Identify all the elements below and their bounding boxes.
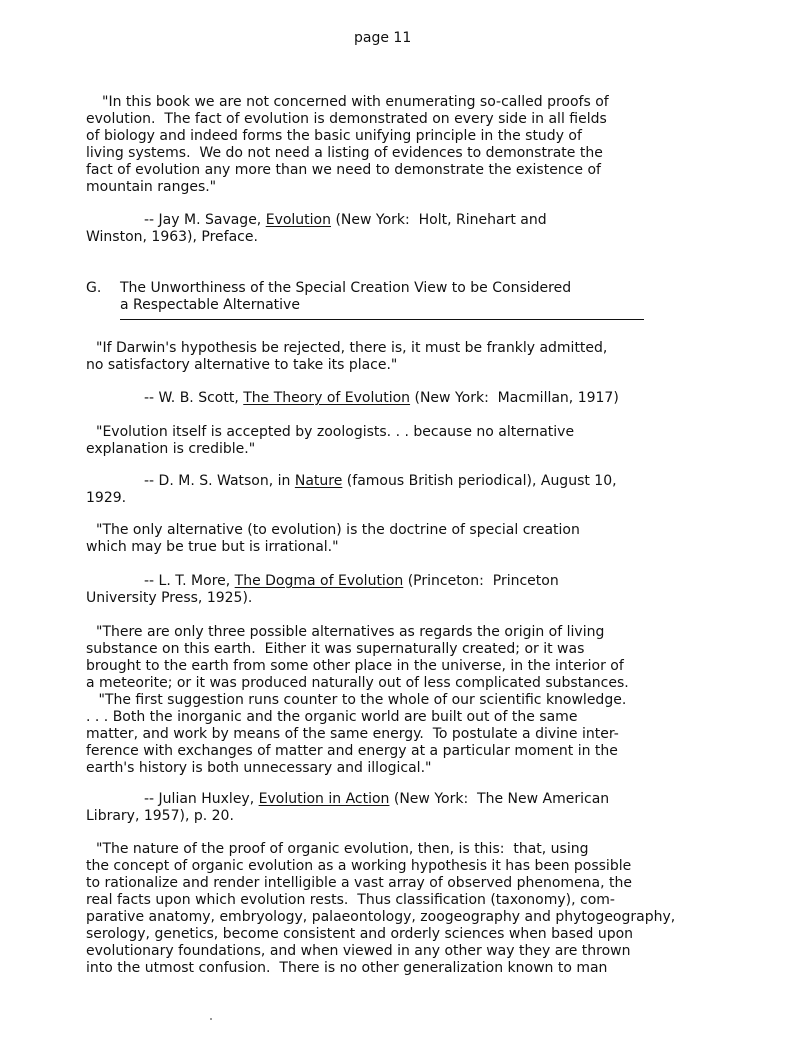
quote-line: substance on this earth. Either it was supernaturally created; or it was	[86, 641, 585, 657]
quote-line: "In this book we are not concerned with enumerating so-called proofs of	[102, 94, 609, 110]
quote-line: to rationalize and render intelligible a vast array of observed phenomena, the	[86, 875, 632, 891]
quote-darwin-hypothesis	[86, 340, 746, 374]
quote-line: . . . Both the inorganic and the organic world are built out of the same	[86, 709, 578, 725]
section-underline	[120, 319, 644, 320]
citation-author: -- L. T. More,	[144, 573, 235, 589]
quote-line: "The only alternative (to evolution) is the doctrine of special creation	[96, 522, 580, 538]
citation-title: Evolution	[265, 212, 331, 228]
section-heading	[86, 280, 746, 314]
citation-more	[86, 573, 746, 607]
quote-line: mountain ranges."	[86, 179, 217, 195]
citation-title: Nature	[294, 473, 343, 489]
quote-line: parative anatomy, embryology, palaeontology, zoogeography and phytogeography,	[86, 909, 676, 925]
citation-line: Library, 1957), p. 20.	[86, 808, 234, 824]
quote-huxley	[86, 624, 746, 777]
citation-details: (Princeton: Princeton	[403, 573, 559, 589]
citation-details: (famous British periodical), August 10,	[342, 473, 617, 489]
citation-line: Winston, 1963), Preface.	[86, 229, 258, 245]
page-number: page 11	[354, 30, 412, 46]
citation-details: (New York: The New American	[389, 791, 610, 807]
quote-line: "The nature of the proof of organic evolution, then, is this: that, using	[96, 841, 589, 857]
quote-watson	[86, 424, 746, 458]
scan-speck	[210, 1018, 212, 1020]
citation-scott	[86, 390, 746, 407]
quote-line: of biology and indeed forms the basic unifying principle in the study of	[86, 128, 582, 144]
quote-line: a meteorite; or it was produced naturally out of less complicated substances.	[86, 675, 629, 691]
quote-line: fact of evolution any more than we need to demonstrate the existence of	[86, 162, 601, 178]
quote-line: into the utmost confusion. There is no other generalization known to man	[86, 960, 608, 976]
quote-line: "The first suggestion runs counter to the whole of our scientific knowledge.	[94, 692, 627, 708]
quote-line: "Evolution itself is accepted by zoologists. . . because no alternative	[96, 424, 575, 440]
citation-title: The Theory of Evolution	[243, 390, 411, 406]
quote-line: "If Darwin's hypothesis be rejected, there is, it must be frankly admitted,	[96, 340, 608, 356]
quote-line: real facts upon which evolution rests. Thus classification (taxonomy), com-	[86, 892, 615, 908]
section-title-line2: a Respectable Alternative	[120, 297, 300, 313]
citation-huxley	[86, 791, 746, 825]
citation-author: -- Jay M. Savage,	[144, 212, 266, 228]
quote-more	[86, 522, 746, 556]
section-title-line1: The Unworthiness of the Special Creation View to be Considered	[120, 280, 572, 296]
citation-title: Evolution in Action	[258, 791, 390, 807]
quote-line: earth's history is both unnecessary and illogical."	[86, 760, 432, 776]
quote-savage	[86, 94, 746, 196]
quote-line: evolution. The fact of evolution is demonstrated on every side in all fields	[86, 111, 607, 127]
citation-line: University Press, 1925).	[86, 590, 253, 606]
quote-line: ference with exchanges of matter and energy at a particular moment in the	[86, 743, 618, 759]
citation-watson	[86, 473, 746, 507]
citation-details: (New York: Macmillan, 1917)	[410, 390, 619, 406]
citation-author: -- W. B. Scott,	[144, 390, 244, 406]
citation-author: -- D. M. S. Watson, in	[144, 473, 295, 489]
section-letter: G.	[86, 280, 102, 296]
citation-savage	[86, 212, 746, 246]
quote-line: brought to the earth from some other place in the universe, in the interior of	[86, 658, 624, 674]
citation-author: -- Julian Huxley,	[144, 791, 259, 807]
quote-line: "There are only three possible alternatives as regards the origin of living	[96, 624, 605, 640]
quote-organic-evolution	[86, 841, 746, 977]
quote-line: matter, and work by means of the same energy. To postulate a divine inter-	[86, 726, 619, 742]
quote-line: no satisfactory alternative to take its place."	[86, 357, 398, 373]
quote-line: serology, genetics, become consistent and orderly sciences when based upon	[86, 926, 634, 942]
citation-details: (New York: Holt, Rinehart and	[331, 212, 547, 228]
quote-line: the concept of organic evolution as a working hypothesis it has been possible	[86, 858, 632, 874]
citation-title: The Dogma of Evolution	[234, 573, 404, 589]
quote-line: evolutionary foundations, and when viewed in any other way they are thrown	[86, 943, 631, 959]
quote-line: which may be true but is irrational."	[86, 539, 339, 555]
quote-line: explanation is credible."	[86, 441, 256, 457]
quote-line: living systems. We do not need a listing of evidences to demonstrate the	[86, 145, 603, 161]
citation-line: 1929.	[86, 490, 127, 506]
